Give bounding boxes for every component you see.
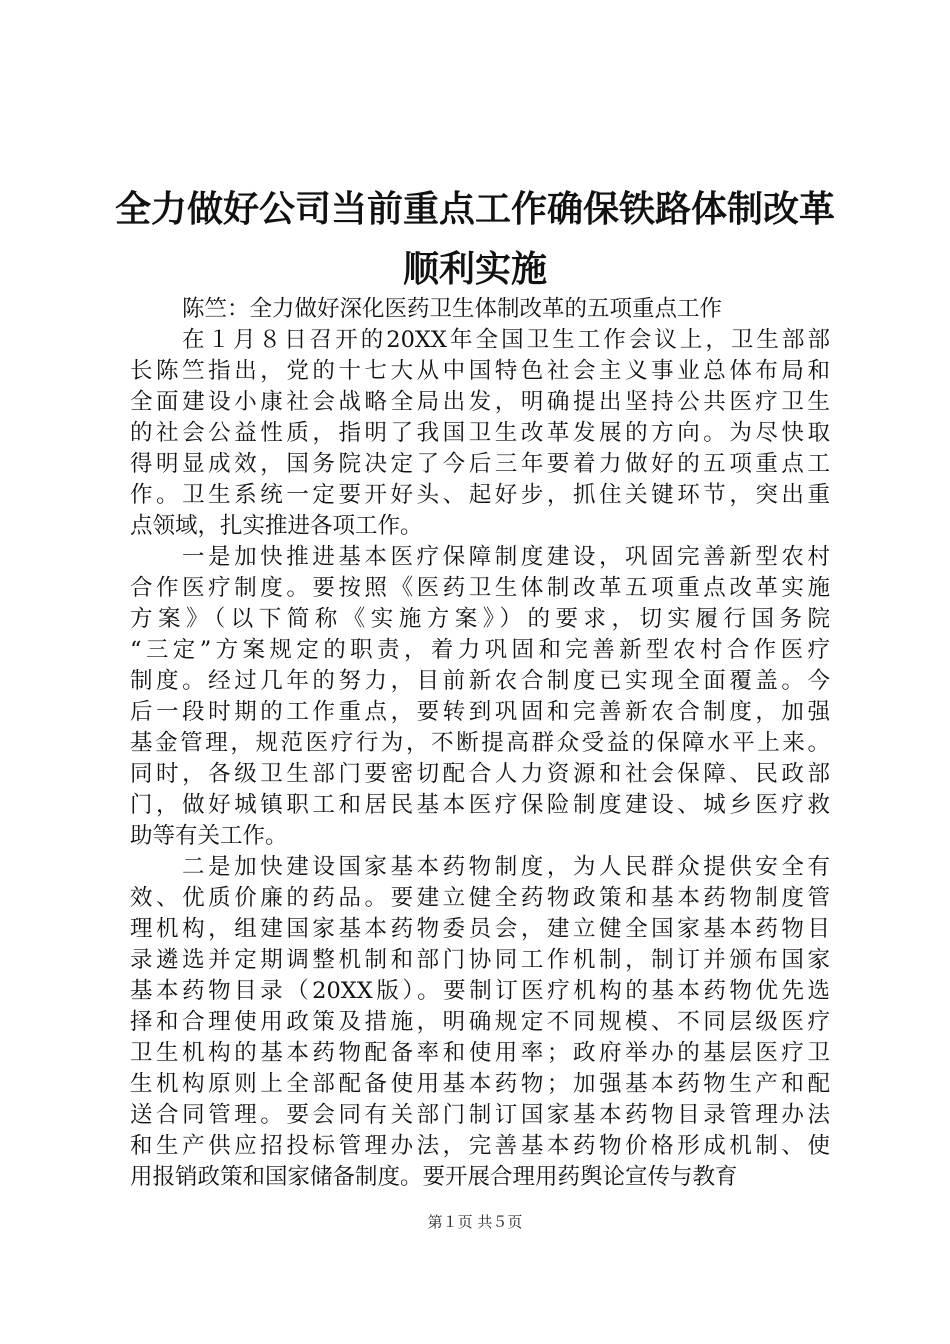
paragraph-line: 全面建设小康社会战略全局出发，明确提出坚持公共医疗卫生: [130, 389, 830, 415]
paragraph-line: 一是加快推进基本医疗保障制度建设，巩固完善新型农村: [182, 544, 830, 570]
paragraph-line: 择和合理使用政策及措施，明确规定不同规模、不同层级医疗: [130, 1009, 830, 1035]
paragraph-line: 助等有关工作。: [130, 823, 288, 849]
paragraph: [130, 542, 830, 852]
paragraph-line: 录遴选并定期调整机制和部门协同工作机制，制订并颁布国家: [130, 947, 830, 973]
paragraph-line: 基金管理，规范医疗行为，不断提高群众受益的保障水平上来。: [130, 730, 830, 756]
paragraph-line: 陈竺：全力做好深化医药卫生体制改革的五项重点工作: [182, 296, 723, 322]
paragraph-line: 点领域，扎实推进各项工作。: [130, 513, 423, 539]
paragraph: [130, 325, 830, 542]
document-title-line-1: 全力做好公司当前重点工作确保铁路体制改革: [114, 189, 835, 230]
paragraph-line: 基本药物目录（20XX版）。要制订医疗机构的基本药物优先选: [130, 978, 830, 1004]
paragraph-line: 生机构原则上全部配备使用基本药物；加强基本药物生产和配: [130, 1071, 830, 1097]
document-body: [130, 294, 830, 1193]
page-footer: 第１页 共５页: [427, 1213, 523, 1231]
paragraph-line: 制度。经过几年的努力，目前新农合制度已实现全面覆盖。今: [130, 668, 830, 694]
paragraph-line: 二是加快建设国家基本药物制度，为人民群众提供安全有: [182, 854, 830, 880]
paragraph: [130, 852, 830, 1193]
paragraph-line: 得明显成效，国务院决定了今后三年要着力做好的五项重点工: [130, 451, 830, 477]
paragraph-line: 方案》（以下简称《实施方案》）的要求，切实履行国务院: [130, 606, 830, 632]
paragraph-line: 长陈竺指出，党的十七大从中国特色社会主义事业总体布局和: [130, 358, 830, 384]
paragraph-line: 和生产供应招投标管理办法，完善基本药物价格形成机制、使: [130, 1133, 830, 1159]
paragraph-line: 作。卫生系统一定要开好头、起好步，抓住关键环节，突出重: [130, 482, 830, 508]
paragraph-line: “三定”方案规定的职责，着力巩固和完善新型农村合作医疗: [130, 637, 830, 663]
paragraph-line: 后一段时期的工作重点，要转到巩固和完善新农合制度，加强: [130, 699, 830, 725]
paragraph-line: 送合同管理。要会同有关部门制订国家基本药物目录管理办法: [130, 1102, 830, 1128]
paragraph-line: 的社会公益性质，指明了我国卫生改革发展的方向。为尽快取: [130, 420, 830, 446]
document-title-line-2: 顺利实施: [402, 249, 547, 290]
paragraph-line: 门，做好城镇职工和居民基本医疗保险制度建设、城乡医疗救: [130, 792, 830, 818]
paragraph-line: 合作医疗制度。要按照《医药卫生体制改革五项重点改革实施: [130, 575, 830, 601]
paragraph-line: 理机构，组建国家基本药物委员会，建立健全国家基本药物目: [130, 916, 830, 942]
paragraph-line: 用报销政策和国家储备制度。要开展合理用药舆论宣传与教育: [130, 1164, 738, 1190]
paragraph: [130, 294, 830, 325]
paragraph-line: 在１月８日召开的20XX年全国卫生工作会议上，卫生部部: [182, 327, 830, 353]
paragraph-line: 效、优质价廉的药品。要建立健全药物政策和基本药物制度管: [130, 885, 830, 911]
paragraph-line: 同时，各级卫生部门要密切配合人力资源和社会保障、民政部: [130, 761, 830, 787]
paragraph-line: 卫生机构的基本药物配备率和使用率；政府举办的基层医疗卫: [130, 1040, 830, 1066]
